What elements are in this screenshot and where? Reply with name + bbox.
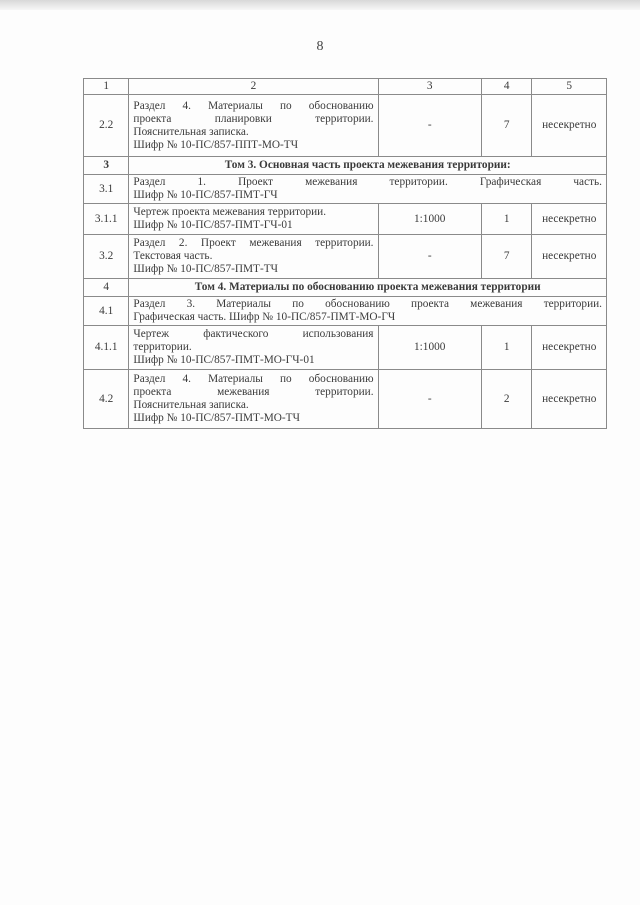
row-scale: - bbox=[378, 95, 481, 157]
section-number: 4 bbox=[84, 279, 129, 297]
table-row bbox=[84, 175, 607, 204]
row-sheets: 7 bbox=[481, 95, 532, 157]
table-row bbox=[84, 326, 607, 370]
column-number-4: 4 bbox=[481, 79, 532, 95]
description-line: Шифр № 10-ПС/857-ПМТ-ТЧ bbox=[133, 263, 278, 275]
description-line: Шифр № 10-ПС/857-ПМТ-ГЧ-01 bbox=[133, 219, 293, 231]
row-description bbox=[129, 175, 607, 204]
description-line: Шифр № 10-ПС/857-ПМТ-МО-ТЧ bbox=[133, 412, 300, 424]
row-secrecy: несекретно bbox=[532, 95, 607, 157]
row-description bbox=[129, 326, 378, 370]
row-sheets: 2 bbox=[481, 370, 532, 429]
row-secrecy: несекретно bbox=[532, 204, 607, 235]
row-description bbox=[129, 297, 607, 326]
row-number: 4.1 bbox=[84, 297, 129, 326]
row-number: 4.2 bbox=[84, 370, 129, 429]
row-sheets: 7 bbox=[481, 235, 532, 279]
row-secrecy: несекретно bbox=[532, 235, 607, 279]
row-scale: 1:1000 bbox=[378, 204, 481, 235]
table-row bbox=[84, 95, 607, 157]
table-row bbox=[84, 370, 607, 429]
section-row bbox=[84, 279, 607, 297]
description-line: Раздел 2. Проект межевания территории. bbox=[133, 237, 374, 249]
table-row bbox=[84, 235, 607, 279]
section-row bbox=[84, 157, 607, 175]
description-line: Пояснительная записка. bbox=[133, 399, 249, 411]
description-line: проекта планировки территории. bbox=[133, 112, 374, 125]
description-line: проекта межевания территории. bbox=[133, 386, 374, 398]
description-line: Раздел 3. Материалы по обоснованию проекта межевания территории. bbox=[133, 298, 602, 310]
column-number-2: 2 bbox=[129, 79, 378, 95]
row-secrecy: несекретно bbox=[532, 326, 607, 370]
description-line: Пояснительная записка. bbox=[133, 125, 249, 138]
row-description bbox=[129, 95, 378, 157]
row-number: 3.1 bbox=[84, 175, 129, 204]
row-scale: 1:1000 bbox=[378, 326, 481, 370]
section-title: Том 4. Материалы по обоснованию проекта межевания территории bbox=[129, 279, 607, 297]
table-header-row bbox=[84, 79, 607, 95]
row-sheets: 1 bbox=[481, 204, 532, 235]
table-row bbox=[84, 297, 607, 326]
scan-edge-shadow bbox=[0, 0, 640, 10]
column-number-3: 3 bbox=[378, 79, 481, 95]
section-title: Том 3. Основная часть проекта межевания территории: bbox=[129, 157, 607, 175]
row-number: 3.1.1 bbox=[84, 204, 129, 235]
description-line: Раздел 4. Материалы по обоснованию bbox=[133, 99, 374, 112]
description-line: Раздел 4. Материалы по обоснованию bbox=[133, 373, 374, 385]
description-line: Чертеж фактического использования bbox=[133, 328, 374, 340]
description-line: территории. bbox=[133, 341, 192, 353]
description-line: Графическая часть. Шифр № 10-ПС/857-ПМТ-МО-ГЧ bbox=[133, 311, 396, 323]
description-line: Шифр № 10-ПС/857-ПМТ-МО-ГЧ-01 bbox=[133, 354, 315, 366]
row-description bbox=[129, 370, 378, 429]
row-number: 3.2 bbox=[84, 235, 129, 279]
documents-table bbox=[83, 78, 607, 429]
description-line: Чертеж проекта межевания территории. bbox=[133, 206, 327, 218]
column-number-1: 1 bbox=[84, 79, 129, 95]
table-row bbox=[84, 204, 607, 235]
row-sheets: 1 bbox=[481, 326, 532, 370]
row-number: 2.2 bbox=[84, 95, 129, 157]
row-scale: - bbox=[378, 370, 481, 429]
page-number: 8 bbox=[316, 39, 324, 54]
row-scale: - bbox=[378, 235, 481, 279]
row-description bbox=[129, 204, 378, 235]
row-secrecy: несекретно bbox=[532, 370, 607, 429]
description-line: Текстовая часть. bbox=[133, 250, 213, 262]
description-line: Шифр № 10-ПС/857-ПМТ-ГЧ bbox=[133, 189, 278, 201]
section-number: 3 bbox=[84, 157, 129, 175]
column-number-5: 5 bbox=[532, 79, 607, 95]
description-line: Раздел 1. Проект межевания территории. Графическая часть. bbox=[133, 176, 602, 188]
row-description bbox=[129, 235, 378, 279]
row-number: 4.1.1 bbox=[84, 326, 129, 370]
description-line: Шифр № 10-ПС/857-ППТ-МО-ТЧ bbox=[133, 138, 299, 151]
